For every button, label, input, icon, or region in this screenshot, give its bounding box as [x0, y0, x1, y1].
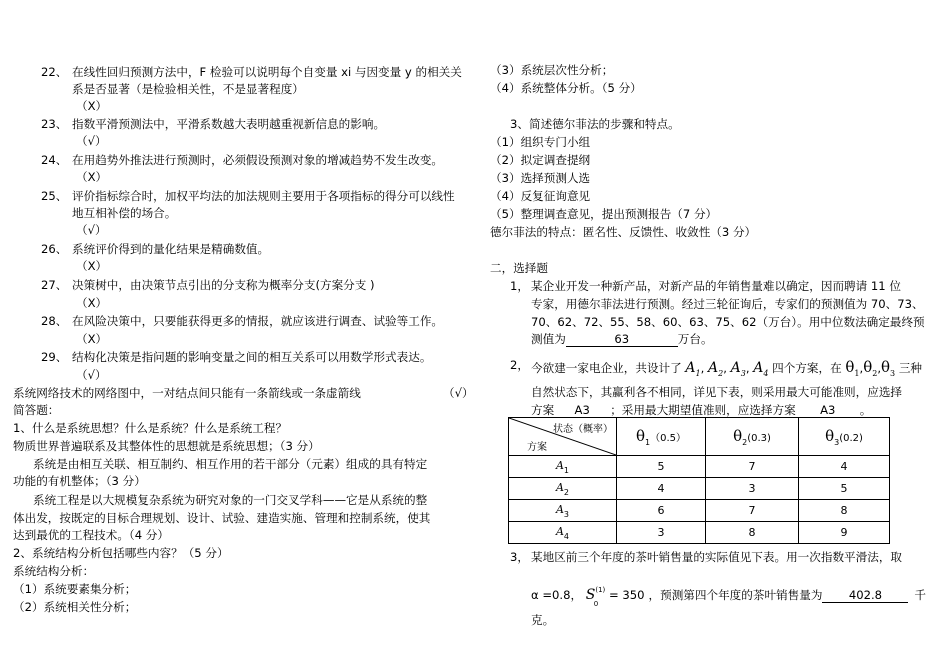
q25-text-line1: 评价指标综合时，加权平均法的加法规则主要用于各项指标的得分可以线性 [72, 189, 455, 203]
mc3-answer-blank: 402.8 [822, 588, 908, 603]
network-answer: （√） [443, 386, 474, 400]
mc1-answer-blank: 63 [566, 332, 678, 347]
q23-number: 23、 [41, 117, 68, 131]
sa3-step: （4）反复征询意见 [490, 189, 591, 203]
sa1-paragraph2-line2: 功能的有机整体；（3 分） [13, 474, 146, 488]
table-row [509, 500, 890, 522]
table-row [509, 456, 890, 478]
mc1-line1: 某企业开发一种新产品，对新产品的年销售量难以确定，因而聘请 11 位 [531, 279, 901, 293]
sa3-features: 德尔菲法的特点：匿名性、反馈性、收敛性（3 分） [490, 225, 757, 239]
mc3-number: 3， [510, 550, 529, 564]
table-cell: 8 [799, 500, 890, 522]
mc2-line1: 今欲建一家电企业，共设计了 $A_1$, $A_2$, $A_3$, $A_4$ 四个方案，在 $\theta_1,\theta_2,\theta_3$ 三种 [531, 358, 923, 378]
q27-text: 决策树中，由决策节点引出的分支称为概率分支(方案分支 ) [72, 278, 375, 292]
network-statement: 系统网络技术的网络图中，一对结点间只能有一条箭线或一条虚箭线 [13, 386, 361, 400]
mc2-line1-suffix: 三种 [898, 361, 923, 375]
table-cell: 4 [799, 456, 890, 478]
row-label-a3: $A_3$ [509, 500, 617, 522]
q24-text: 在用趋势外推法进行预测时，必须假设预测对象的增减趋势不发生改变。 [72, 153, 444, 167]
q27-number: 27、 [41, 278, 68, 292]
sa2-intro: 系统结构分析： [13, 564, 95, 578]
table-cell: 3 [706, 478, 799, 500]
column-header-theta3: $\theta_3(0.2)$ [799, 418, 890, 456]
q24-answer: （X） [76, 170, 108, 184]
mc2-line1-middle: 四个方案，在 [772, 361, 842, 375]
q22-text-line1: 在线性回归预测方法中，F 检验可以说明每个自变量 xi 与因变量 y 的相关关 [72, 65, 462, 79]
mc2-max-likelihood-blank: A3 [554, 403, 610, 418]
header-state-label: 状态（概率） [553, 424, 613, 435]
table-header-row [509, 418, 890, 456]
state-symbol-theta3: $\theta_3$ [881, 358, 896, 378]
mc1-line4-suffix: 万台。 [677, 332, 713, 346]
sa2-item: （2）系统相关性分析； [13, 600, 137, 614]
state-symbol-theta2: $\theta_2$ [863, 358, 878, 378]
mc3-unit-start: 千 [914, 588, 927, 602]
sa3-question: 3、简述德尔菲法的步骤和特点。 [510, 117, 680, 131]
q29-text: 结构化决策是指问题的影响变量之间的相互关系可以用数学形式表达。 [72, 350, 432, 364]
mc3-line3: 克。 [531, 613, 555, 627]
sa3-step: （2）拟定调查提纲 [490, 153, 591, 167]
plan-symbol-a3: $A_3$ [730, 360, 746, 378]
q23-text: 指数平滑预测法中，平滑系数越大表明越重视新信息的影响。 [72, 117, 386, 131]
mc2-number: 2， [510, 358, 529, 372]
q25-number: 25、 [41, 189, 68, 203]
row-label-a2: $A_2$ [509, 478, 617, 500]
sa3-step: （1）组织专门小组 [490, 135, 591, 149]
sa1-paragraph3-line2: 体出发，按既定的目标合理规划、设计、试验、建造实施、管理和控制系统，使其 [13, 511, 431, 525]
table-cell: 3 [617, 522, 706, 544]
header-plan-label: 方案 [527, 442, 547, 453]
table-cell: 6 [617, 500, 706, 522]
mc1-number: 1， [510, 279, 529, 293]
sa1-paragraph3-line1: 系统工程是以大规模复杂系统为研究对象的一门交叉学科——它是从系统的整 [33, 493, 428, 507]
sa2-item: （4）系统整体分析。（5 分） [490, 81, 642, 95]
q29-number: 29、 [41, 350, 68, 364]
q22-number: 22、 [41, 65, 68, 79]
mc2-line3: 方案 A3 ；采用最大期望值准则，应选择方案 A3 。 [531, 403, 872, 417]
table-cell: 7 [706, 456, 799, 478]
payoff-table [508, 417, 890, 544]
mc1-line4 [531, 331, 713, 347]
table-corner-cell [509, 418, 617, 456]
mc1-line2: 专家，用德尔菲法进行预测。经过三轮征询后，专家们的预测值为 70、73、 [531, 297, 924, 311]
table-row [509, 478, 890, 500]
q25-text-line2: 地互相补偿的场合。 [72, 206, 177, 220]
q22-text-line2: 系是否显著（是检验相关性，不是显著程度） [72, 82, 304, 96]
alpha-value: α =0.8， [531, 588, 583, 602]
row-label-a4: $A_4$ [509, 522, 617, 544]
table-cell: 8 [706, 522, 799, 544]
mc3-middle: ，预测第四个年度的茶叶销售量为 [648, 588, 823, 602]
mc2-line1-prefix: 今欲建一家电企业，共设计了 [531, 361, 682, 375]
state-symbol-theta1: $\theta_1$ [845, 358, 860, 378]
sa2-item: （1）系统要素集分析； [13, 582, 137, 596]
sa2-item: （3）系统层次性分析； [490, 63, 614, 77]
sa1-paragraph3-line3: 达到最优的工程技术。（4 分） [13, 528, 169, 542]
sa2-question: 2、系统结构分析包括哪些内容？（5 分） [13, 546, 229, 560]
plan-symbol-a4: $A_4$ [753, 360, 769, 378]
q28-number: 28、 [41, 314, 68, 328]
sa1-paragraph1: 物质世界普遍联系及其整体性的思想就是系统思想；（3 分） [13, 439, 320, 453]
table-cell: 7 [706, 500, 799, 522]
table-cell: 5 [617, 456, 706, 478]
q29-answer: （√） [76, 368, 107, 382]
sa1-paragraph2-line1: 系统是由相互关联、相互制约、相互作用的若干部分（元素）组成的具有特定 [33, 457, 428, 471]
mc-heading: 二，选择题 [490, 261, 548, 275]
column-header-theta2: $\theta_2(0.3)$ [706, 418, 799, 456]
smoothing-initial-value: $S^{(1)}$ 0 = 350 [585, 586, 645, 608]
column-header-theta1: $\theta_1(0.5)$ [617, 418, 706, 456]
q26-answer: （X） [76, 259, 108, 273]
q28-answer: （X） [76, 332, 108, 346]
table-cell: 9 [799, 522, 890, 544]
short-answer-heading: 简答题： [13, 403, 60, 417]
q27-answer: （X） [76, 296, 108, 310]
sa1-question: 1、什么是系统思想？什么是系统？什么是系统工程？ [13, 421, 288, 435]
q26-number: 26、 [41, 242, 68, 256]
plan-symbol-a1: $A_1$ [685, 360, 701, 378]
mc2-line2: 自然状态下，其赢利各不相同，详见下表，则采用最大可能准则，应选择 [531, 385, 903, 399]
q23-answer: （√） [76, 134, 107, 148]
q24-number: 24、 [41, 153, 68, 167]
mc1-line3: 70、62、72、55、58、60、63、75、62（万台）。用中位数法确定最终预 [531, 315, 925, 329]
row-label-a1: $A_1$ [509, 456, 617, 478]
table-cell: 4 [617, 478, 706, 500]
table-cell: 5 [799, 478, 890, 500]
mc1-line4-prefix: 测值为 [531, 332, 566, 346]
mc3-line1: 某地区前三个年度的茶叶销售量的实际值见下表。用一次指数平滑法，取 [531, 550, 903, 564]
plan-symbol-a2: $A_2$ [708, 360, 724, 378]
sa3-step: （3）选择预测人选 [490, 171, 591, 185]
q22-answer: （X） [76, 99, 108, 113]
q26-text: 系统评价得到的量化结果是精确数值。 [72, 242, 270, 256]
mc2-max-expectation-blank: A3 [796, 403, 860, 418]
table-row [509, 522, 890, 544]
mc3-line2 [531, 580, 927, 608]
sa3-step: （5）整理调查意见，提出预测报告（7 分） [490, 207, 718, 221]
q25-answer: （√） [76, 223, 107, 237]
q28-text: 在风险决策中，只要能获得更多的情报，就应该进行调查、试验等工作。 [72, 314, 444, 328]
